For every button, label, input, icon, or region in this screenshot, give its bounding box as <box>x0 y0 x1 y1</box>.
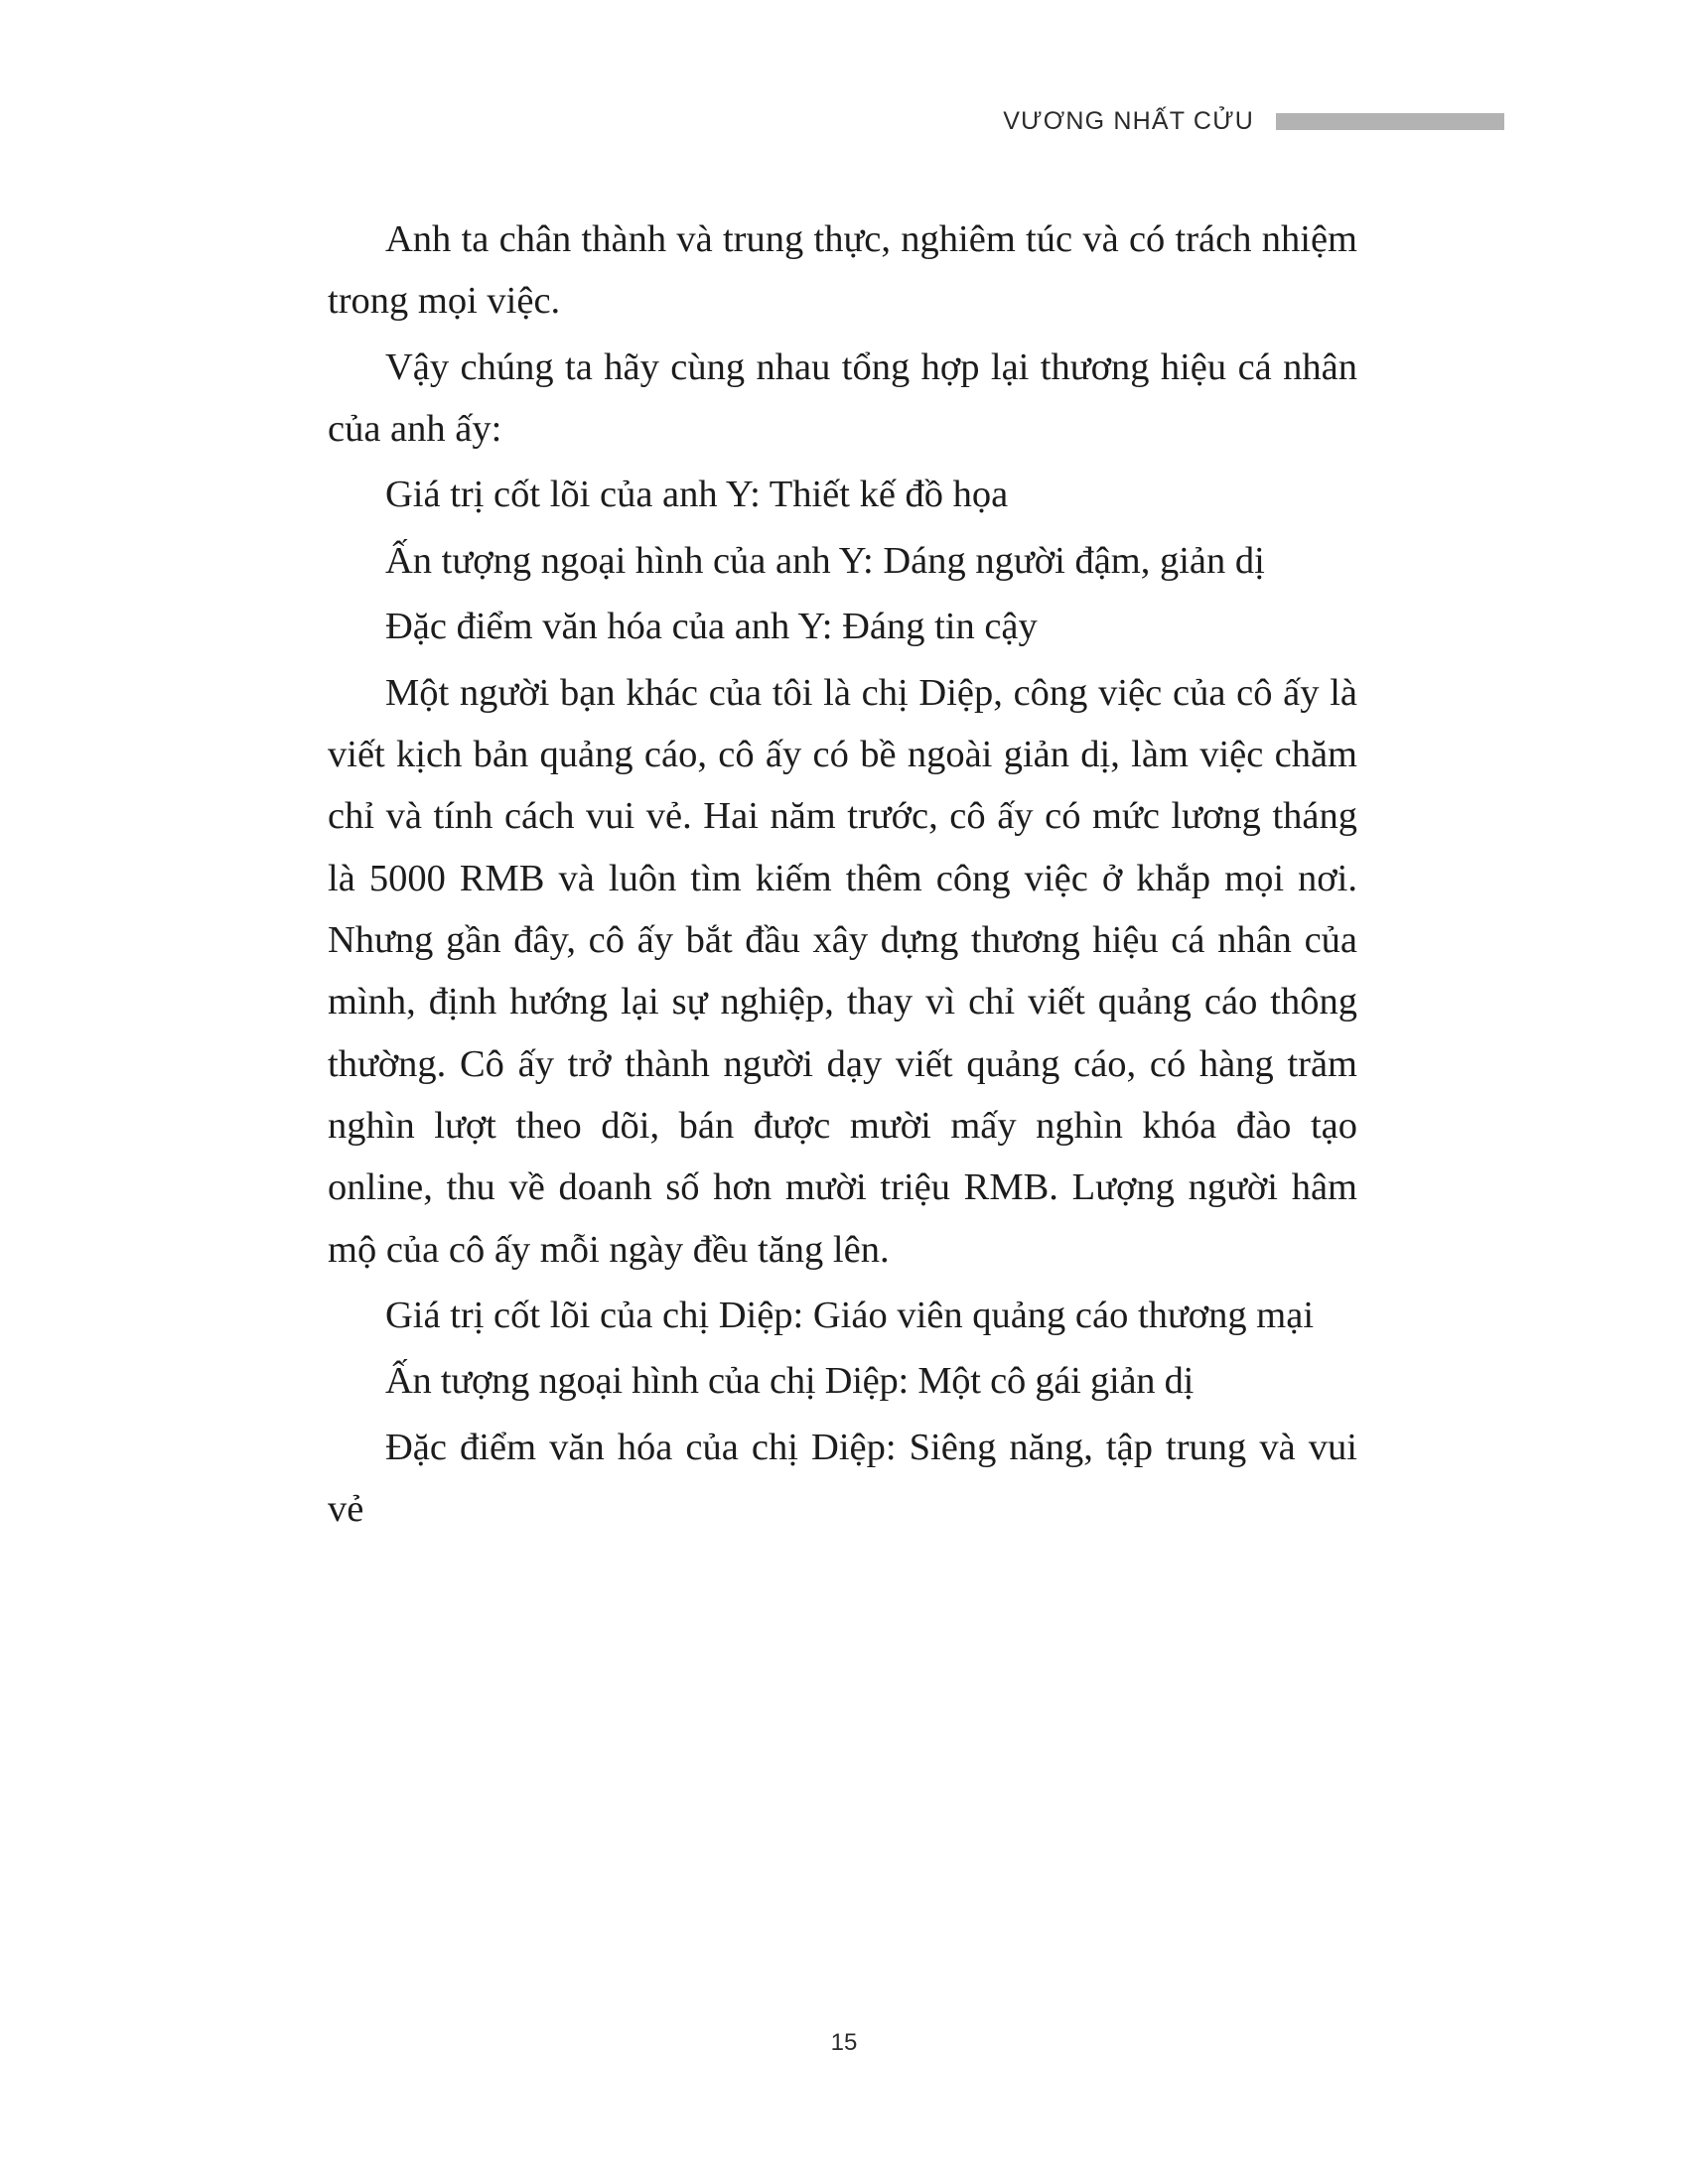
paragraph: Đặc điểm văn hóa của anh Y: Đáng tin cậy <box>385 606 1038 648</box>
paragraph: Giá trị cốt lõi của chị Diệp: Giáo viên quảng cáo thương mại <box>385 1295 1315 1337</box>
paragraph: Vậy chúng ta hãy cùng nhau tổng hợp lại thương hiệu cá nhân của anh ấy: <box>328 345 1357 451</box>
running-head-title: VƯƠNG NHẤT CỬU <box>1003 107 1254 135</box>
paragraph: Đặc điểm văn hóa của chị Diệp: Siêng năng, tập trung và vui vẻ <box>328 1426 1357 1531</box>
paragraph: Giá trị cốt lõi của anh Y: Thiết kế đồ họa <box>385 474 1009 516</box>
paragraph: Ấn tượng ngoại hình của chị Diệp: Một cô gái giản dị <box>385 1360 1195 1403</box>
running-head-rule <box>1276 113 1504 130</box>
paragraph: Anh ta chân thành và trung thực, nghiêm túc và có trách nhiệm trong mọi việc. <box>328 218 1357 323</box>
body-text <box>328 208 1357 1545</box>
paragraph: Một người bạn khác của tôi là chị Diệp, công việc của cô ấy là viết kịch bản quảng cáo, cô ấy có bề ngoài giản dị, làm việc chăm chỉ và tính cách vui vẻ. Hai năm trước, cô ấy có mức lương tháng là 5000 RMB và luôn tìm kiếm thêm công việc ở khắp mọi nơi. Nhưng gần đây, cô ấy bắt đầu xây dựng thương hiệu cá nhân của mình, định hướng lại sự nghiệp, thay vì chỉ viết quảng cáo thông thường. Cô ấy trở thành người dạy viết quảng cáo, có hàng trăm nghìn lượt theo dõi, bán được mười mấy nghìn khóa đào tạo online, thu về doanh số hơn mười triệu RMB. Lượng người hâm mộ của cô ấy mỗi ngày đều tăng lên. <box>328 671 1357 1271</box>
page-number: 15 <box>830 2029 858 2056</box>
running-head <box>1003 107 1504 136</box>
paragraph: Ấn tượng ngoại hình của anh Y: Dáng người đậm, giản dị <box>385 539 1265 582</box>
